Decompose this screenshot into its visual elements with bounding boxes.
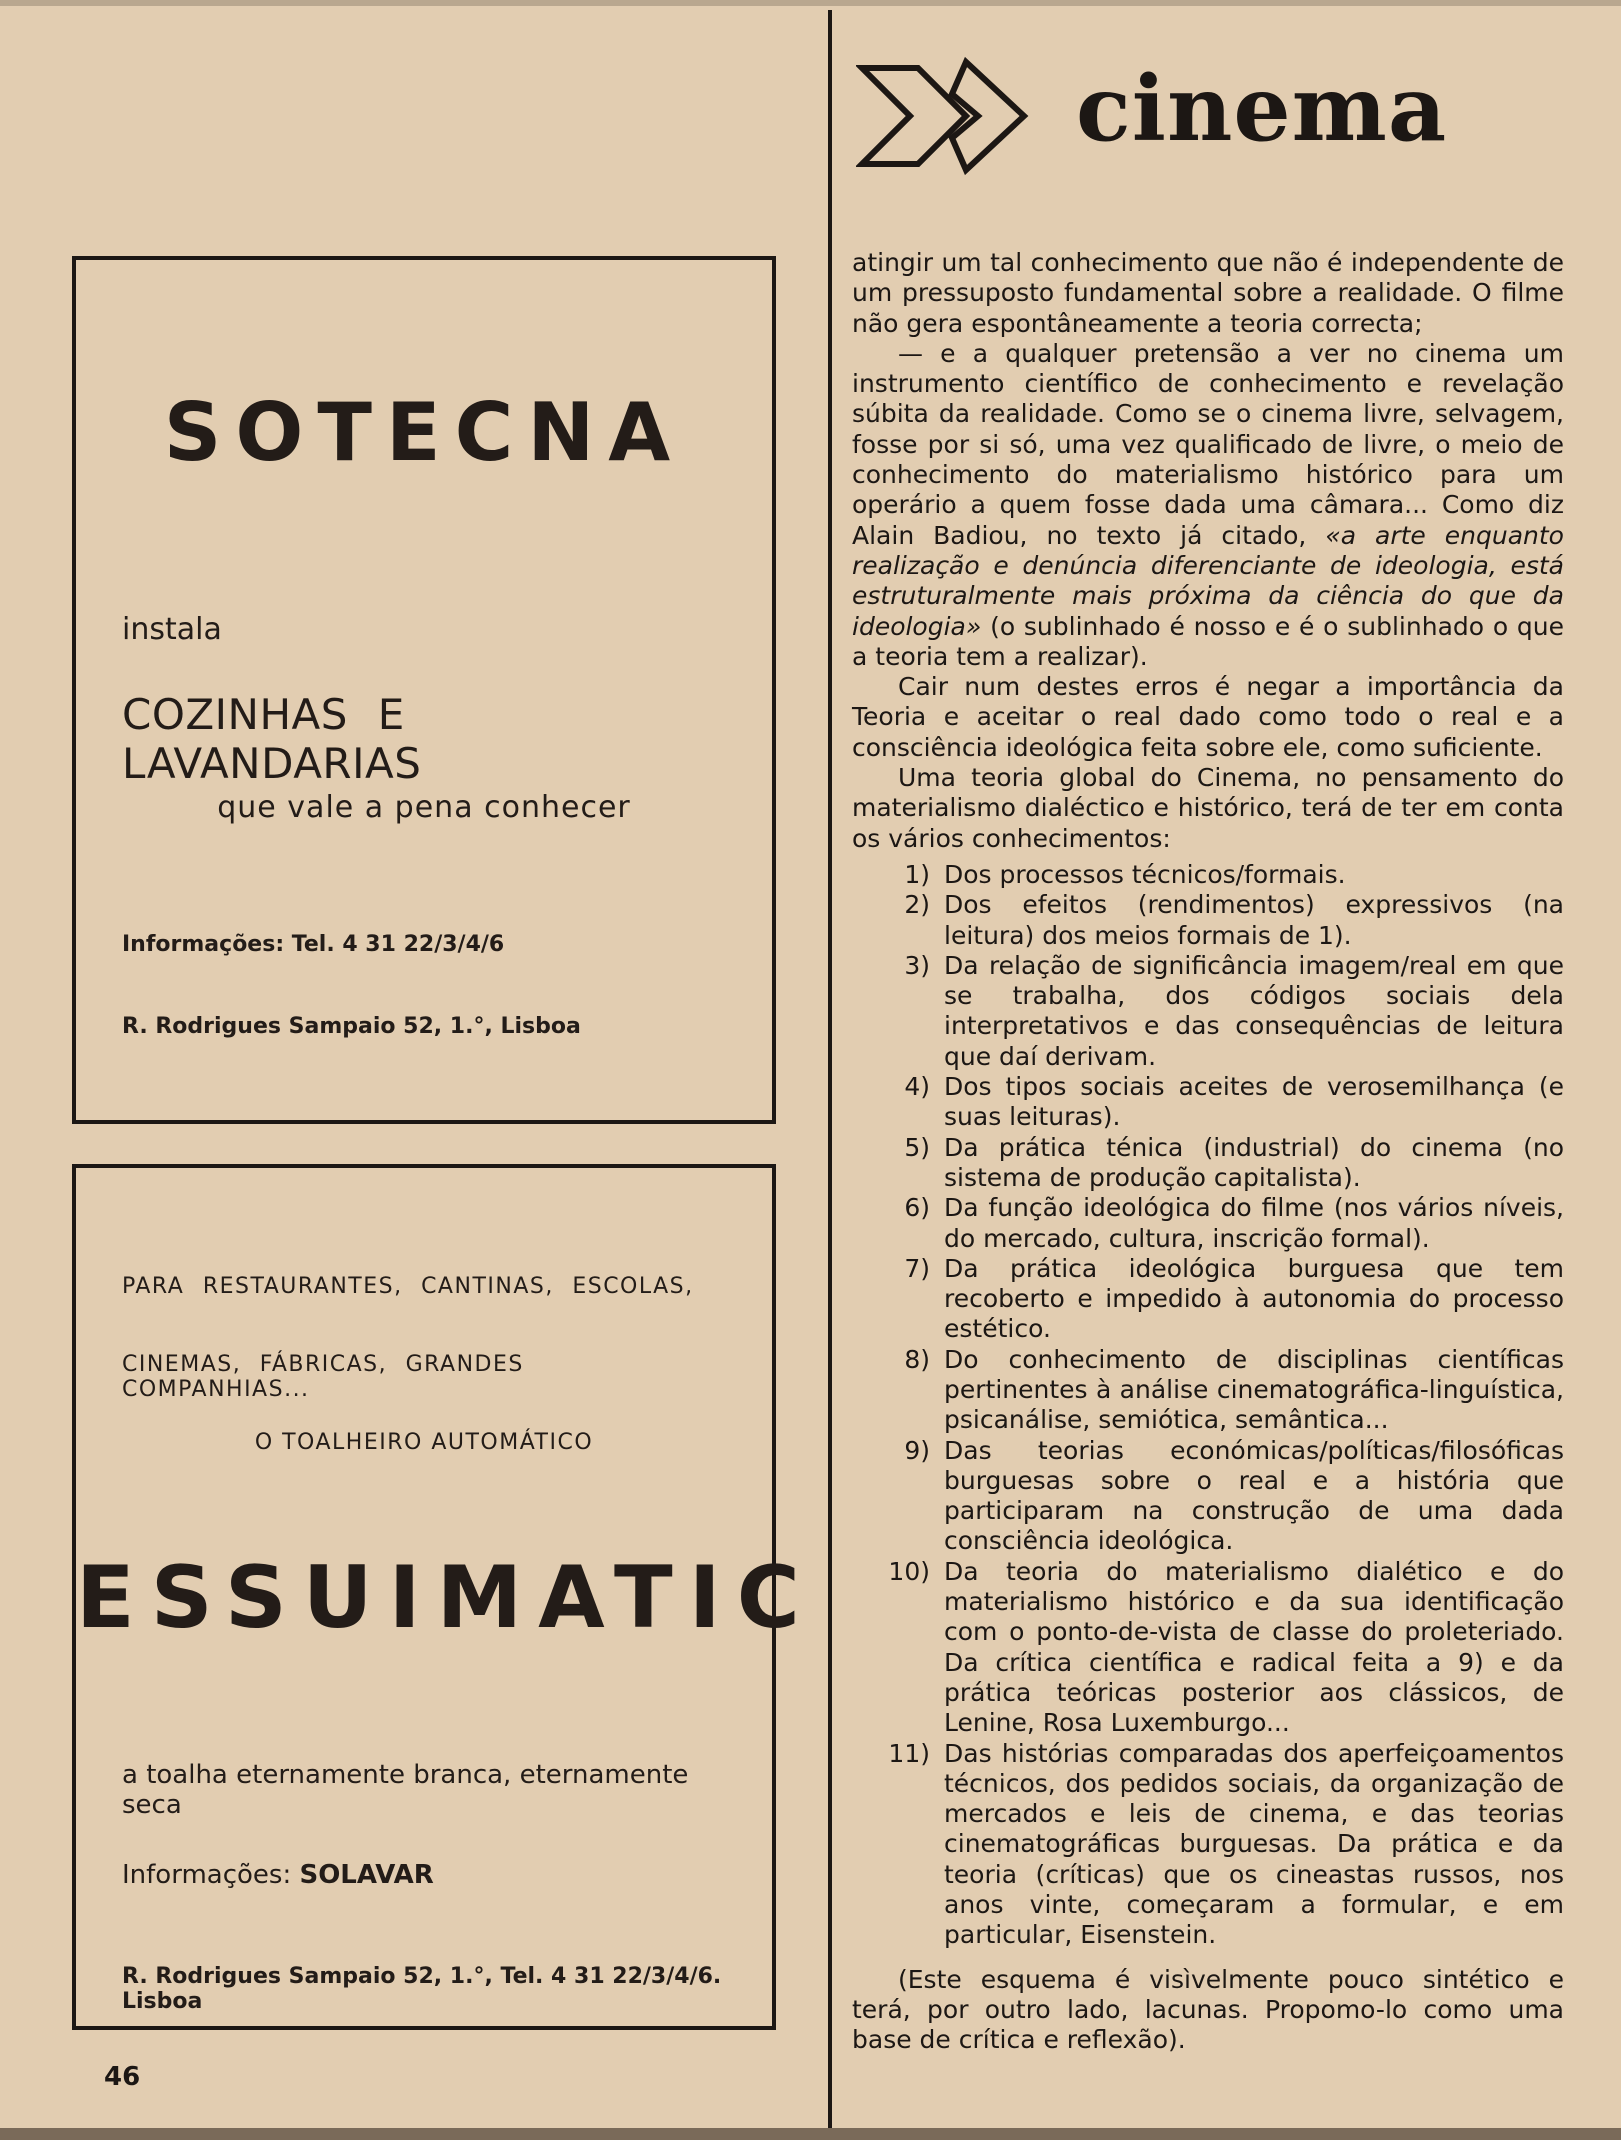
list-text: Dos processos técnicos/formais.	[944, 859, 1346, 889]
list-text: Do conhecimento de disciplinas científicas pertinentes à análise cinematográfica-linguística, psicanálise, semiótica, semântica...	[944, 1344, 1564, 1435]
list-number: 5)	[904, 1132, 930, 1162]
ad-audience-line-2: CINEMAS, FÁBRICAS, GRANDES COMPANHIAS...	[122, 1352, 524, 1402]
list-text: Da relação de significância imagem/real em que se trabalha, dos códigos sociais dela interpretativos e das consequências de leitura que daí derivam.	[944, 950, 1564, 1071]
double-chevron-arrow-icon	[856, 54, 1056, 178]
list-item	[852, 1557, 1564, 1739]
list-text: Dos tipos sociais aceites de verosemilhança (e suas leituras).	[944, 1072, 1564, 1132]
article-closing: (Este esquema é visìvelmente pouco sintético e terá, por outro lado, lacunas. Propomo-lo como uma base de crítica e reflexão).	[852, 1964, 1564, 2055]
ad-brand-essuimatic: ESSUIMATIC	[76, 1548, 816, 1648]
list-item	[852, 860, 1564, 890]
article-paragraph: Cair num destes erros é negar a importância da Teoria e aceitar o real dado como todo o real e a consciência ideológica feita sobre ele, como suficiente.	[852, 672, 1564, 762]
list-number: 9)	[904, 1435, 930, 1465]
ad-essuimatic	[72, 1164, 816, 2030]
list-text: Da prática ideológica burguesa que tem recoberto e impedido à autonomia do processo estético.	[944, 1253, 1564, 1344]
article-body	[852, 248, 1564, 2056]
list-text: Da função ideológica do filme (nos vários níveis, do mercado, cultura, inscrição formal).	[944, 1193, 1564, 1253]
list-number: 10)	[888, 1556, 930, 1586]
ad-products: COZINHAS E LAVANDARIAS	[122, 690, 422, 788]
ad-sotecna	[72, 256, 776, 1124]
ad-intro: instala	[122, 612, 222, 647]
knowledge-list	[852, 860, 1564, 1951]
list-text: Das histórias comparadas dos aperfeiçoamentos técnicos, dos pedidos sociais, da organização de mercados e leis de cinema, e das teorias cinematográficas burguesas. Da prática e da teoria (críticas) que os cineastas russos, nos anos vinte, começaram a formular, e em particular, Eisenstein.	[944, 1738, 1564, 1950]
ad-product-line: O TOALHEIRO AUTOMÁTICO	[254, 1430, 594, 1455]
quote-text: «a arte enquanto realização e denúncia diferenciante de ideologia, está estruturalmente mais próxima da ciência do que da ideologia»	[852, 520, 1564, 641]
list-item	[852, 1345, 1564, 1436]
list-text: Da prática ténica (industrial) do cinema (no sistema de produção capitalista).	[944, 1132, 1564, 1192]
list-number: 4)	[904, 1072, 930, 1102]
ad-audience-line-1: PARA RESTAURANTES, CANTINAS, ESCOLAS,	[122, 1274, 694, 1299]
list-item	[852, 1193, 1564, 1254]
list-text: Dos efeitos (rendimentos) expressivos (na leitura) dos meios formais de 1).	[944, 890, 1564, 950]
list-item	[852, 951, 1564, 1072]
page-bottom-edge	[0, 2128, 1621, 2140]
list-number: 7)	[904, 1253, 930, 1283]
list-item	[852, 1072, 1564, 1133]
list-text: Da teoria do materialismo dialético e do materialismo histórico e da sua identificação com o ponto-de-vista de classe do proleteriado. Da crítica científica e radical feita a 9) e da prática teóricas posterior aos clássicos, de Lenine, Rosa Luxemburgo...	[944, 1556, 1564, 1738]
list-number: 2)	[904, 890, 930, 920]
ad-info: Informações: Tel. 4 31 22/3/4/6	[122, 932, 505, 957]
list-item	[852, 890, 1564, 951]
section-header	[856, 50, 1516, 180]
ad-address: R. Rodrigues Sampaio 52, 1.°, Lisboa	[122, 1014, 581, 1039]
list-text: Das teorias económicas/políticas/filosóficas burguesas sobre o real e a história que participaram na construção de uma dada consciência ideológica.	[944, 1435, 1564, 1556]
list-number: 11)	[888, 1738, 930, 1768]
ad-address: R. Rodrigues Sampaio 52, 1.°, Tel. 4 31 22/3/4/6. Lisboa	[122, 1964, 722, 2014]
column-divider	[828, 10, 832, 2130]
ad-info-company: SOLAVAR	[299, 1860, 434, 1890]
article-paragraph: Uma teoria global do Cinema, no pensamento do materialismo dialéctico e histórico, terá de ter em conta os vários conhecimentos:	[852, 763, 1564, 853]
section-title: cinema	[1076, 56, 1448, 162]
paragraph-text: — e a qualquer pretensão a ver no cinema um instrumento científico de conhecimento e revelação súbita da realidade. Como se o cinema livre, selvagem, fosse por si só, uma vez qualificado de livre, o meio de conhecimento do materialismo histórico para um operário a quem fosse dada uma câmara... Como diz Alain Badiou, no texto já citado,	[852, 338, 1564, 550]
page-top-edge	[0, 0, 1621, 6]
list-number: 3)	[904, 950, 930, 980]
list-item	[852, 1739, 1564, 1951]
list-number: 6)	[904, 1193, 930, 1223]
list-item	[852, 1133, 1564, 1194]
ad-info	[122, 1860, 726, 1890]
article-paragraph: atingir um tal conhecimento que não é independente de um pressuposto fundamental sobre a realidade. O filme não gera espontâneamente a teoria correcta;	[852, 248, 1564, 338]
list-number: 8)	[904, 1344, 930, 1374]
page-number: 46	[104, 2062, 141, 2092]
list-item	[852, 1254, 1564, 1345]
list-number: 1)	[904, 859, 930, 889]
ad-tagline: que vale a pena conhecer	[217, 790, 631, 825]
ad-tagline: a toalha eternamente branca, eternamente seca	[122, 1760, 689, 1820]
ad-info-label: Informações:	[122, 1860, 292, 1890]
ad-brand-sotecna: SOTECNA	[163, 386, 685, 479]
article-paragraph	[852, 339, 1564, 672]
list-item	[852, 1436, 1564, 1557]
paragraph-text: (o sublinhado é nosso e é o sublinhado o que a teoria tem a realizar).	[852, 611, 1564, 671]
